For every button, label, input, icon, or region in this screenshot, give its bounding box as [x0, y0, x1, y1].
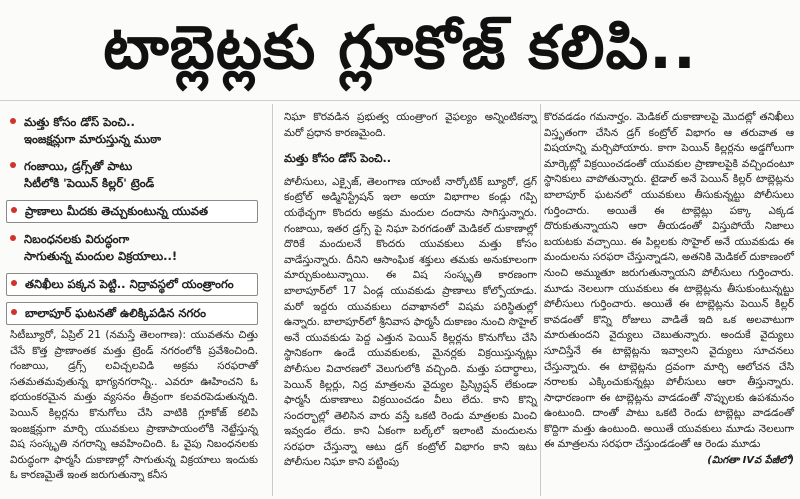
highlight-line: మత్తు కోసం డోస్ పెంచి..: [24, 115, 135, 129]
highlight-item: [6, 156, 258, 194]
continued-note: (మిగతా IVవ పేజీలో): [707, 455, 794, 467]
highlight-item: [6, 273, 258, 296]
highlight-line: నిబంధనలకు విరుద్ధంగా: [24, 232, 130, 246]
headline: టాబ్లెట్లకు గ్లూకోజ్ కలిపి..: [103, 13, 697, 83]
bullet-icon: [11, 309, 17, 315]
bullet-icon: [11, 280, 17, 286]
headline-divider: [0, 100, 800, 101]
highlights-sidebar: [6, 112, 258, 331]
highlight-item: [6, 302, 258, 325]
column-divider: [272, 104, 273, 496]
article-column-middle: [284, 110, 537, 471]
highlight-item: [6, 112, 258, 150]
highlight-line: ఇంజక్షన్లుగా మారుస్తున్న ముఠా: [24, 132, 162, 146]
highlight-item: [6, 229, 258, 267]
subheading: మత్తు కోసం డోస్ పెంచి..: [284, 152, 392, 166]
continued-note-wrap: [544, 453, 794, 469]
article-column-right: [544, 110, 794, 469]
article-column-left: [10, 328, 258, 484]
bullet-icon: [10, 235, 16, 241]
bullet-icon: [11, 207, 17, 213]
article-paragraph: పోలీసులు, ఎక్సైజ్, తెలంగాణ యాంటీ నార్కోటిక్ బ్యూరో, డ్రగ్ కంట్రోల్ అడ్మినిస్ట్రేషన్ ఇలా అయా విభాగాల కండ్లు గప్పి యథేచ్ఛగా కొందరు అక్రమ మందుల దందాను సాగిస్తున్నారు. గంజాయి, ఇతర డ్రగ్స్ పై నిఘా పెరగడంతో మెడికల్ దుకాణాల్లో దొరికే మందులనే కొందరు యువకులు మత్తు కోసం వాడేస్తున్నారు. దీనిని ఆసాంఘిక శక్తులు తమకు అనుకూలంగా మార్చుకుంటున్నాయి. ఈ విష సంస్కృతి కారణంగా బాలాపూర్‌లో 17 ఏండ్ల యువకుడు ప్రాణాలు కోల్పోయాడు. మరో ఇద్దరు యువకులు దవాఖానలో విషమ పరిస్థితుల్లో ఉన్నారు. బాలాపూర్‌లో శ్రీనివాస ఫార్మసీ దుకాణం నుంచి సొహైల్ అనే యువకుడు పెద్ద ఎత్తున పెయిన్ కిల్లర్లను కొనుగోలు చేసి స్థానికంగా ఉండే యువకులకు, మైనర్లకు విక్రయిస్తున్నట్లు పోలీసుల విచారణలో వెలుగులోకి వచ్చింది. మత్తు పదార్థాలు, పెయిన్ కిల్లర్లు, నిద్ర మాత్రలను వైద్యుల ప్రిస్క్రిప్షన్ లేకుండా ఫార్మసీ దుకాణాలు విక్రయించడం వీలు లేదు. కాని కొన్ని సందర్భాల్లో తెలిసిన వారు వస్తే ఒకటి రెండు మాత్రలకు మించి ఇవ్వడం లేదు. కాని ఏకంగా బల్క్‌లో ఇలాంటి మందులను సరఫరా చేస్తున్నా ఆటు డ్రగ్ కంట్రోల్ విభాగం కాని ఇటు పోలీసుల నిఘా కాని పట్టింపు: [284, 175, 537, 469]
highlight-line: గంజాయి, డ్రగ్స్‌తో పాటు: [24, 159, 133, 173]
bullet-icon: [10, 118, 16, 124]
highlight-line: సిటీలోకి 'పెయిన్ కిల్లర్' ట్రెండ్: [24, 176, 155, 190]
highlight-item: [6, 200, 258, 223]
highlight-line: ప్రాణాలు మీదకు తెచ్చుకుంటున్న యువత: [25, 204, 209, 218]
column-divider: [540, 104, 541, 496]
article-paragraph: కొరవడడం గమనార్హం. మెడికల్ దుకాణాలపై మొదట్లో తనిఖీలు విస్తృతంగా చేసిన డ్రగ్ కంట్రోల్ విభాగం ఆ తరువాత ఆ విషయాన్ని మర్చిపోయారు. కాగా పెయిన్ కిల్లర్లను అడ్డగోలుగా మార్కెట్లో విక్రయించడంతో యువకుల ప్రాణాలపైకి వచ్చిందంటూ స్థానికులు వాపోతున్నారు. టైడాల్ అనే పెయిన్ కిల్లర్ టాబ్లెట్లను బాలాపూర్ ఘటనలో యువకులు తీసుకున్నట్టు పోలీసులు గుర్తించారు. అయితే ఈ టాబ్లెట్లు పక్కా ఎక్కడ దొరుకుతున్నాయని ఆరా తీయడంతో విస్తుపోయే నిజాలు బయటకు వచ్చాయి. ఈ పిల్లలకు సొహైల్ అనే యువకుడు ఈ మందులను సరఫరా చేస్తున్నాడని, అతనికి మెడికల్ దుకాణంలో నుంచి అమ్ముతూ జరుగుతున్నాయని పోలీసులు గుర్తించారు. మూడు నెలలుగా యువకులు ఈ టాబ్లెట్లను తీసుకుంటున్నట్టు పోలీసులు గుర్తించారు. అయితే ఈ టాబ్లెట్లను పెయిన్ కిల్లర్ కావడంతో కొన్ని రోజులు వాడితే ఇది ఒక అలవాటుగా మారుతుందని వైద్యులు చెబుతున్నారు. అందుకే వైద్యులు సూచిస్తేనే ఈ టాబ్లెట్లను ఇవ్వాలని వైద్యులు సూచనలు చేస్తున్నారు. ఈ టాబ్లెట్లను ద్రవంగా మార్చి ఆలోచన చేసి నరాలకు ఎక్కించుకున్నట్లు పోలీసులు ఆరా తీస్తున్నారు. సాధారణంగా ఈ టాబ్లెట్లను వాడడంతో నొప్పులకు ఉపశమనం ఉంటుంది. దాంతో పాటు ఒకటి రెండు టాబ్లెట్లు వాడడంతో కొద్దిగా మత్తు ఉంటుంది. అయితే యువకులు మూడు నెలలుగా ఈ మాత్రలను సరఫరా చేస్తుండడంతో ఆ రెండు మూడు: [544, 111, 794, 451]
highlight-line: తనిఖీలు పక్కన పెట్టి.. నిద్రావస్థలో యంత్రాంగం: [25, 277, 234, 291]
article-paragraph: నిఘా కొరవడిన ప్రభుత్వ యంత్రాంగ వైఫల్యం అన్నింటికన్నా మరో ప్రధాన కారణమైంది.: [284, 111, 537, 139]
bullet-icon: [10, 162, 16, 168]
highlight-line: సాగుతున్న మందుల విక్రయాలు..!: [24, 249, 178, 263]
article-paragraph: సిటీబ్యూరో, ఏప్రిల్ 21 (నమస్తే తెలంగాణ): యువతను చిత్తు చేసే కొత్త ప్రాణాంతక మత్తు ట్రెండ్ నగరంలోకి ప్రవేశించింది. గంజాయి, డ్రగ్స్ లవిచ్చలవిడి అక్రమ సరఫరాతో సతమతమవుతున్న భాగ్యనగరాన్ని.. ఎవరూ ఊహించని ఓ భయంకరమైన మత్తు వ్యసనం తీవ్రంగా కలవరపెడుతున్నది. పెయిన్ కిల్లర్లను కొనుగోలు చేసి వాటికి గ్లూకోజ్ కలిపి ఇంజక్షన్లుగా మార్చి యువకులు ప్రాణాపాయంలోకి నెట్టేస్తున్న విష సంస్కృతి నగరాన్ని ఆవహించింది. ఓ వైపు నిబంధనలకు విరుద్ధంగా ఫార్మసీ దుకాణాల్లో సాగుతున్న విక్రయాలు ఇందుకు ఓ కారణమైతే ఇంత జరుగుతున్నా కనీస: [10, 329, 258, 482]
highlight-line: బాలాపూర్ ఘటనతో ఉలిక్కిపడిన నగరం: [25, 306, 207, 320]
